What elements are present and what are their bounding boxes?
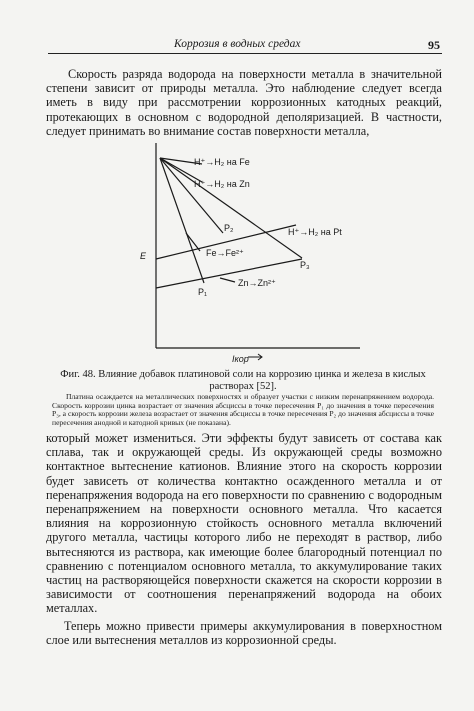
paragraph-top: Скорость разряда водорода на поверхности металла в значительной степени зависит от природы металла. Это наблюдение следует всегда иметь в виду при рассмотрении коррозионных катодных реакций, протекающих в основном с водородной деполяризацией. В частности, следует принимать во внимание состав поверхности металла,	[46, 67, 442, 138]
label-h-fe: H⁺→H₂ на Fe	[194, 157, 250, 167]
label-p3: P₃	[300, 260, 310, 270]
header-rule	[48, 53, 442, 54]
cathodic-zn-to-p1	[160, 158, 204, 283]
leader-fe	[186, 233, 200, 251]
running-title: Коррозия в водных средах	[174, 38, 301, 50]
figure-48-diagram	[120, 138, 365, 368]
figure-caption-note: Платина осаждается на металлических поверхностях и образует участки с низким перенапряжением водорода. Скорость коррозии цинка возрастает от значения абсциссы в точке пересечения P₁ до значения в точке пересечения P₃, а скорость коррозии железа возрастает от значения абсциссы в точке пересечения P₂ до значения абсциссы в точке пересечения анодной и катодной кривых (не показана).	[52, 392, 434, 427]
label-zn: Zn→Zn²⁺	[238, 278, 276, 288]
cathodic-line-pt	[160, 158, 302, 258]
page-number: 95	[428, 38, 440, 52]
paragraph-last: Теперь можно привести примеры аккумулирования в поверхностном слое или вытеснения металлов из коррозионной среды.	[46, 619, 442, 648]
leader-zn	[220, 278, 235, 282]
label-h-zn: H⁺→H₂ на Zn	[194, 179, 250, 189]
label-p2: P₂	[224, 223, 234, 233]
anodic-line-zn	[156, 259, 302, 288]
label-fe: Fe→Fe²⁺	[206, 248, 244, 258]
paragraph-main: который может измениться. Эти эффекты будут зависеть от состава как сплава, так и окружающей среды. Из окружающей среды возможно контактное вытеснение катионов. Влияние этого на скорость коррозии будет зависеть от количества контактно осажденного металла и от перенапряжения водорода на его поверхности по сравнению с водородным перенапряжением на поверхности основного металла. Что касается влияния на коррозионную стойкость основного металла включений другого металла, частицы которого либо не переходят в раствор, либо вытесняются из раствора, как имеющие более благородный потенциал по сравнению с потенциалом основного металла, то аккумулирование таких частиц на растворяющейся поверхности скажется на скорости коррозии в зависимости от соотношения перенапряжений водорода на обоих металлах.	[46, 431, 442, 616]
label-h-pt: H⁺→H₂ на Pt	[288, 227, 342, 237]
label-x-axis: Iкор	[232, 354, 249, 364]
running-header	[48, 36, 442, 56]
x-axis-arrow-icon	[248, 354, 262, 360]
label-e-axis: E	[140, 251, 147, 261]
label-p1: P₁	[198, 287, 208, 297]
figure-caption: Фиг. 48. Влияние добавок платиновой соли на коррозию цинка и железа в кислых растворах [52].	[60, 369, 426, 392]
